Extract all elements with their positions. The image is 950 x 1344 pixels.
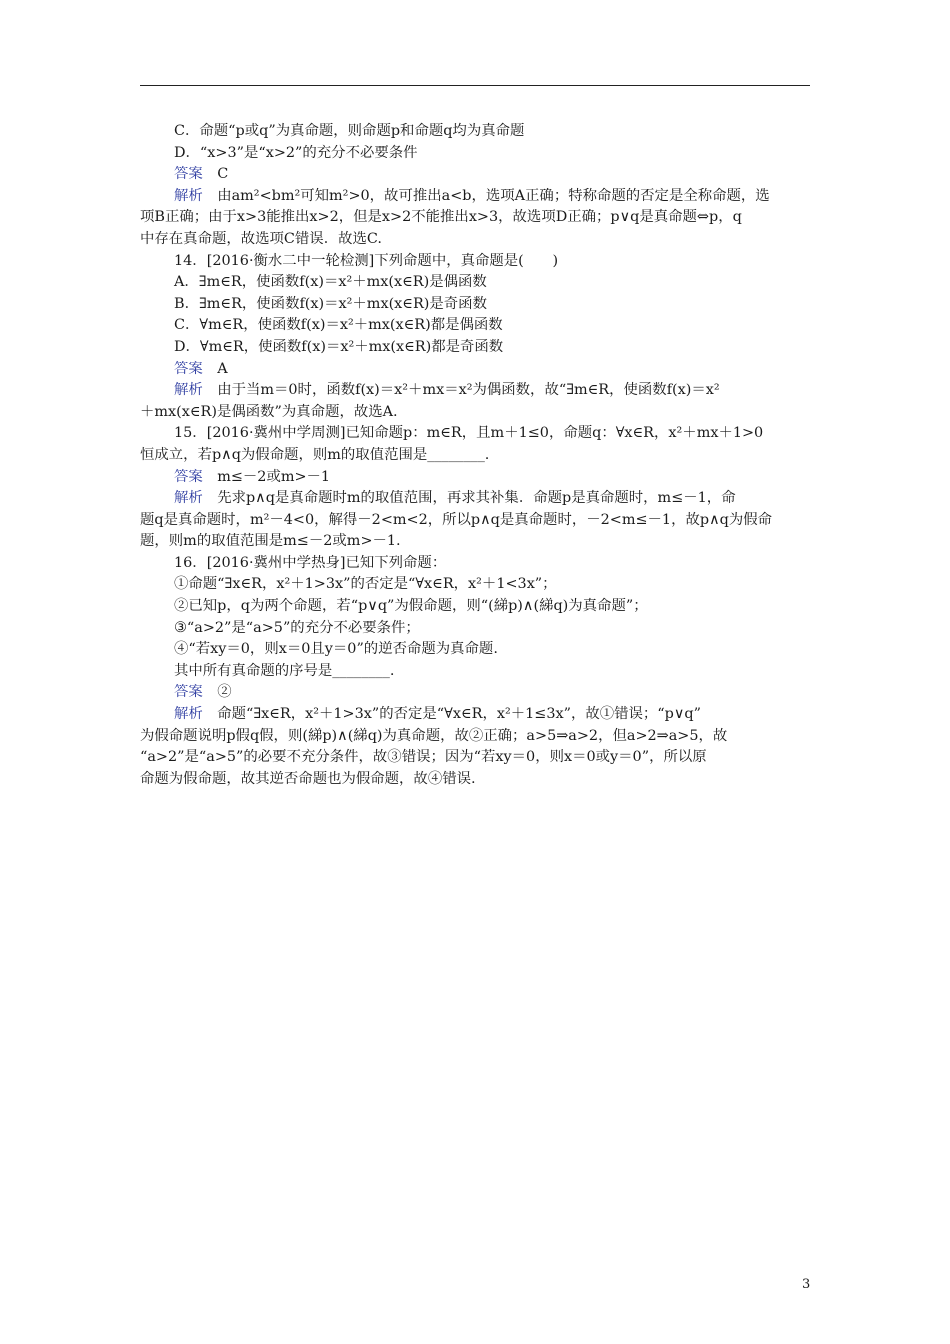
text-line: 题，则m的取值范围是m≤－2或m>－1. (140, 533, 401, 550)
analysis-line: 解析 由am²<bm²可知m²>0，故可推出a<b，选项A正确；特称命题的否定是全称命题，选 (174, 187, 770, 204)
text-line: 中存在真命题，故选项C错误．故选C. (140, 230, 382, 247)
text-line: 项B正确；由于x>3能推出x>2，但是x>2不能推出x>3，故选项D正确；p∨q是真命题⇔p，q (140, 209, 742, 226)
text-line: C．命题“p或q”为真命题，则命题p和命题q均为真命题 (174, 123, 525, 139)
answer-label: 答案 (174, 360, 203, 377)
analysis-line: 解析 先求p∧q是真命题时m的取值范围，再求其补集．命题p是真命题时，m≤－1，命 (174, 490, 736, 507)
option-line: A．∃m∈R，使函数f(x)＝x²＋mx(x∈R)是偶函数 (174, 274, 487, 291)
statement-line: ③“a>2”是“a>5”的充分不必要条件； (174, 619, 420, 636)
page-number: 3 (802, 1277, 811, 1292)
option-line: C．∀m∈R，使函数f(x)＝x²＋mx(x∈R)都是偶函数 (174, 317, 503, 334)
analysis-line: 解析 由于当m＝0时，函数f(x)＝x²＋mx＝x²为偶函数，故“∃m∈R，使函数f(x)＝x² (174, 382, 720, 399)
header-rule (140, 85, 810, 86)
text-line: 其中所有真命题的序号是________. (174, 662, 395, 679)
analysis-label: 解析 (174, 187, 203, 204)
analysis-label: 解析 (174, 706, 203, 723)
text-line: D．“x>3”是“x>2”的充分不必要条件 (174, 144, 418, 161)
option-line: B．∃m∈R，使函数f(x)＝x²＋mx(x∈R)是奇函数 (174, 295, 487, 312)
answer-label: 答案 (174, 166, 203, 183)
statement-line: ①命题“∃x∈R，x²＋1>3x”的否定是“∀x∈R，x²＋1<3x”； (174, 576, 557, 593)
question-line: 16．[2016·冀州中学热身]已知下列命题： (174, 554, 447, 571)
answer-label: 答案 (174, 684, 203, 701)
analysis-label: 解析 (174, 382, 203, 399)
answer-label: 答案 (174, 468, 203, 485)
statement-line: ④“若xy＝0，则x＝0且y＝0”的逆否命题为真命题. (174, 641, 498, 658)
text-line: ＋mx(x∈R)是偶函数”为真命题，故选A. (140, 403, 398, 420)
analysis-line: 解析 命题“∃x∈R，x²＋1>3x”的否定是“∀x∈R，x²＋1≤3x”，故①错误；“p∨q” (174, 706, 701, 723)
option-line: D．∀m∈R，使函数f(x)＝x²＋mx(x∈R)都是奇函数 (174, 338, 504, 355)
analysis-label: 解析 (174, 490, 203, 507)
text-line: “a>2”是“a>5”的必要不充分条件，故③错误；因为“若xy＝0，则x＝0或y＝0”，所以原 (140, 749, 707, 766)
text-line: 题q是真命题时，m²－4<0，解得－2<m<2，所以p∧q是真命题时，－2<m≤－1，故p∧q为假命 (140, 511, 772, 528)
answer-line: 答案 A (174, 360, 228, 377)
question-line: 14．[2016·衡水二中一轮检测]下列命题中，真命题是( ) (174, 252, 559, 269)
answer-line: 答案 m≤－2或m>－1 (174, 468, 331, 485)
answer-line: 答案 C (174, 166, 229, 183)
text-line: 为假命题说明p假q假，则(綈p)∧(綈q)为真命题，故②正确；a>5⇒a>2，但a>2⇒a>5，故 (140, 727, 728, 744)
document-body (140, 121, 810, 790)
statement-line: ②已知p，q为两个命题，若“p∨q”为假命题，则“(綈p)∧(綈q)为真命题”； (174, 598, 648, 615)
text-line: 命题为假命题，故其逆否命题也为假命题，故④错误. (140, 770, 476, 787)
answer-line: 答案 ② (174, 684, 232, 701)
text-line: 恒成立，若p∧q为假命题，则m的取值范围是________. (140, 446, 490, 463)
question-line: 15．[2016·冀州中学周测]已知命题p：m∈R，且m＋1≤0，命题q：∀x∈R，x²＋mx＋1>0 (174, 425, 764, 442)
